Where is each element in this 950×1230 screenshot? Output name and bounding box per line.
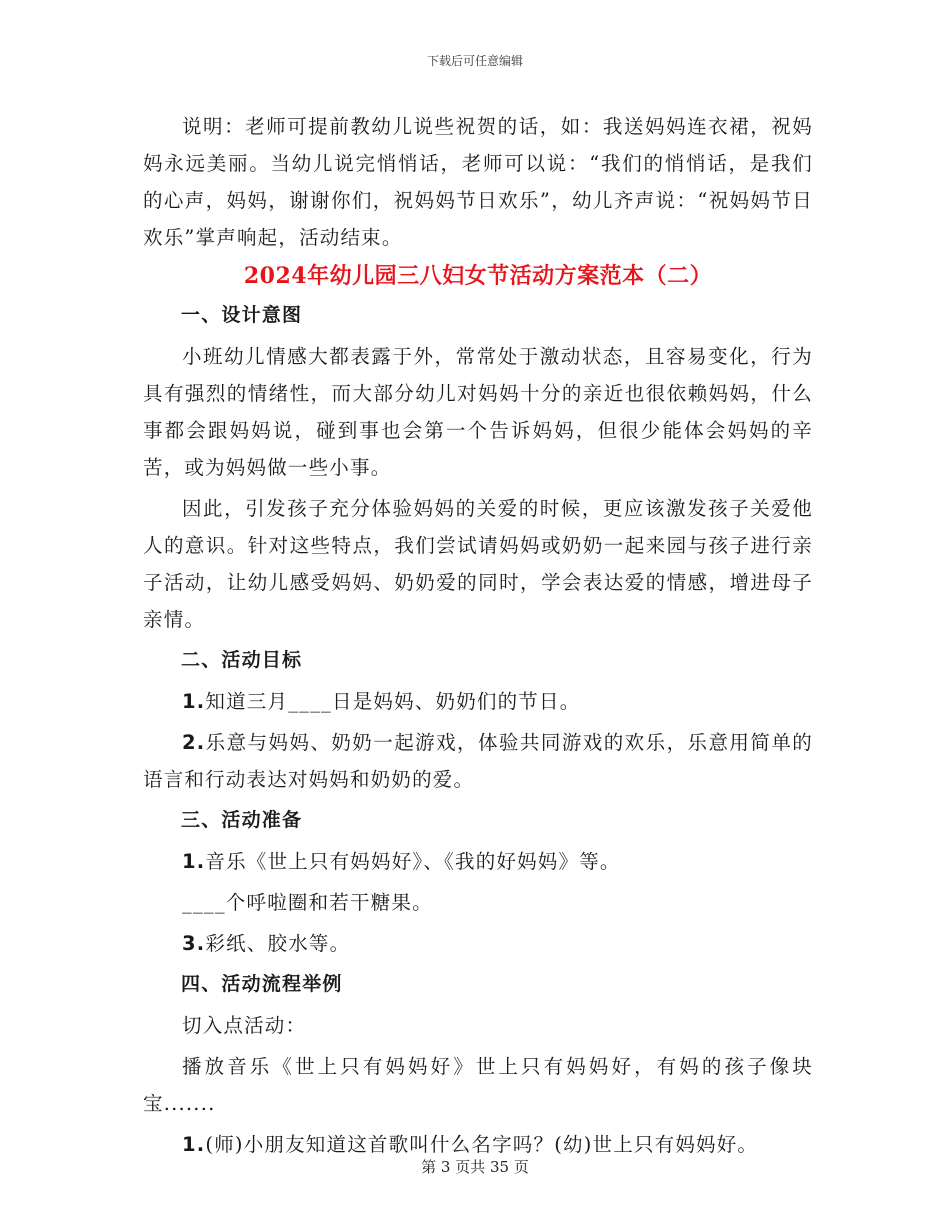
design-intent-paragraph-1: 小班幼儿情感大都表露于外，常常处于激动状态，且容易变化，行为具有强烈的情绪性，而大部分幼儿对妈妈十分的亲近也很依赖妈妈，什么事都会跟妈妈说，碰到事也会第一个告诉妈妈，但很少能体会妈妈的辛苦，或为妈妈做一些小事。 [143,345,813,479]
goal-item-1-number: 1. [182,690,206,713]
process-line-1: 切入点活动： [182,1014,307,1037]
section-heading-process: 四、活动流程举例 [181,973,343,995]
section-heading-goals: 二、活动目标 [181,649,303,671]
intro-paragraph: 说明：老师可提前教幼儿说些祝贺的话，如：我送妈妈连衣裙，祝妈妈永远美丽。当幼儿说完悄悄话，老师可以说：“我们的悄悄话，是我们的心声，妈妈，谢谢你们，祝妈妈节日欢乐”，幼儿齐声说：“祝妈妈节日欢乐”掌声响起，活动结束。 [143,115,813,249]
document-title: 2024年幼儿园三八妇女节活动方案范本（二） [243,263,713,289]
section-heading-design-intent: 一、设计意图 [181,304,303,326]
goal-item-2-number: 2. [182,731,206,754]
prep-item-1 [143,843,813,880]
goal-item-2-text: 乐意与妈妈、奶奶一起游戏，体验共同游戏的欢乐，乐意用简单的语言和行动表达对妈妈和奶奶的爱。 [143,731,813,791]
prep-item-3 [143,925,813,962]
prep-item-2: ____个呼啦圈和若干糖果。 [182,891,433,914]
prep-item-1-text: 音乐《世上只有妈妈好》、《我的好妈妈》等。 [205,850,621,873]
process-item-1-text: (师)小朋友知道这首歌叫什么名字吗？(幼)世上只有妈妈好。 [205,1133,759,1156]
document-body [143,108,813,1163]
section-heading-preparation: 三、活动准备 [181,809,303,831]
page-header: 下载后可任意编辑 [426,54,523,68]
prep-item-3-number: 3. [182,932,206,955]
page-footer: 第 3 页共 35 页 [421,1158,529,1176]
process-item-1-number: 1. [182,1133,206,1156]
goal-item-1 [143,683,813,720]
process-line-2: 播放音乐《世上只有妈妈好》世上只有妈妈好，有妈的孩子像块宝....... [143,1055,813,1115]
goal-item-2 [143,724,813,798]
prep-item-3-text: 彩纸、胶水等。 [205,932,351,955]
prep-item-1-number: 1. [182,850,206,873]
goal-item-1-text: 知道三月____日是妈妈、奶奶们的节日。 [205,690,581,713]
design-intent-paragraph-2: 因此，引发孩子充分体验妈妈的关爱的时候，更应该激发孩子关爱他人的意识。针对这些特点，我们尝试请妈妈或奶奶一起来园与孩子进行亲子活动，让幼儿感受妈妈、奶奶爱的同时，学会表达爱的情感，增进母子亲情。 [143,497,813,631]
